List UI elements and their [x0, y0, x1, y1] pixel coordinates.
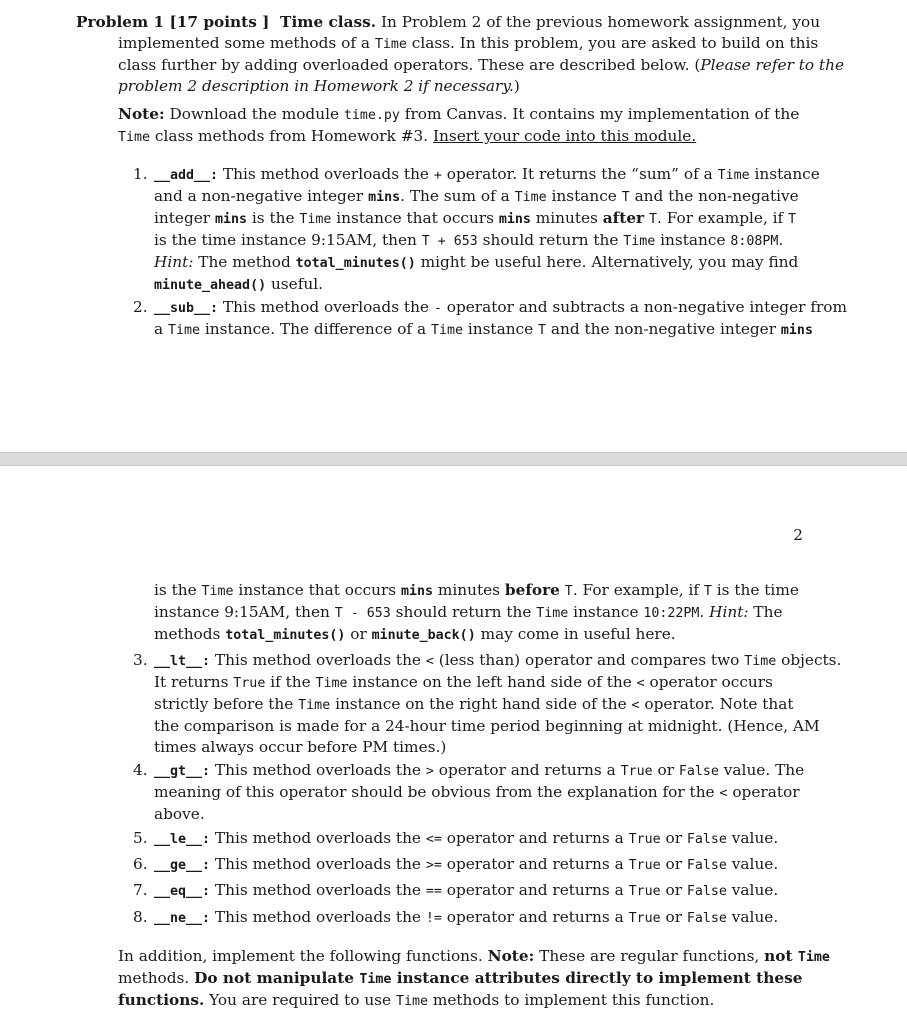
item-7-eq: __eq__: This method overloads the == operator and returns a True or False value.: [154, 881, 779, 899]
item-8-number: 8.: [133, 908, 148, 926]
method-gt: __gt__:: [154, 764, 211, 779]
page-1: [0, 0, 907, 452]
method-eq: __eq__:: [154, 884, 211, 899]
item-6-ge: __ge__: This method overloads the >= operator and returns a True or False value.: [154, 855, 779, 873]
problem-intro: Problem 1 [17 points ] Time class. In Problem 2 of the previous homework assignment, you implemented some methods of a Time class. In this problem, you are asked to build on this class further by adding overloaded operators. These are described below. (Please refer to the problem 2 description in Homework 2 if necessary.): [76, 13, 845, 95]
page-2: [0, 466, 907, 1024]
closing-paragraph: In addition, implement the following functions. Note: These are regular functions, not Time methods. Do not manipulate Time instance attributes directly to implement these functions. You are required to use Time methods to implement this function.: [118, 947, 830, 1009]
page-separator: [0, 452, 907, 466]
item-5-le: __le__: This method overloads the <= operator and returns a True or False value.: [154, 829, 779, 847]
note-paragraph: Note: Download the module time.py from Canvas. It contains my implementation of the Time class methods from Homework #3. Insert your code into this module.: [118, 105, 800, 145]
method-lt: __lt__:: [154, 654, 211, 669]
item-3-number: 3.: [133, 651, 148, 669]
method-ne: __ne__:: [154, 911, 211, 926]
method-ge: __ge__:: [154, 858, 211, 873]
item-2-continued: is the Time instance that occurs mins minutes before T. For example, if T is the time instance 9:15AM, then T - 653 should return the Time instance 10:22PM. Hint: The methods total_minutes() or minute_back() may come in useful here.: [154, 581, 799, 643]
item-4-gt: __gt__: This method overloads the > operator and returns a True or False value. The meaning of this operator should be obvious from the explanation for the < operator above.: [154, 761, 805, 823]
method-add: __add__:: [154, 168, 219, 183]
item-3-lt: __lt__: This method overloads the < (less than) operator and compares two Time objects. It returns True if the Time instance on the left hand side of the < operator occurs strictly before the Time instance on the right hand side of the < operator. Note that the comparison is made for a 24-hour time period beginning at midnight. (Hence, AM times always occur before PM times.): [154, 651, 842, 756]
item-2-number: 2.: [133, 298, 148, 316]
page-number: 2: [793, 526, 803, 544]
item-1-number: 1.: [133, 165, 148, 183]
method-le: __le__:: [154, 832, 211, 847]
item-5-number: 5.: [133, 829, 148, 847]
method-sub: __sub__:: [154, 301, 219, 316]
item-1-add: __add__: This method overloads the + operator. It returns the “sum” of a Time instance and a non-negative integer mins. The sum of a Time instance T and the non-negative integer mins is the Time instance that occurs mins minutes after T. For example, if T is the time instance 9:15AM, then T + 653 should return the Time instance 8:08PM. Hint: The method total_minutes() might be useful here. Alternatively, you may find minute_ahead() useful.: [154, 165, 820, 293]
item-6-number: 6.: [133, 855, 148, 873]
item-2-sub: __sub__: This method overloads the - operator and subtracts a non-negative integer from a Time instance. The difference of a Time instance T and the non-negative integer mins: [154, 298, 848, 338]
item-4-number: 4.: [133, 761, 148, 779]
item-8-ne: __ne__: This method overloads the != operator and returns a True or False value.: [154, 908, 779, 926]
item-7-number: 7.: [133, 881, 148, 899]
